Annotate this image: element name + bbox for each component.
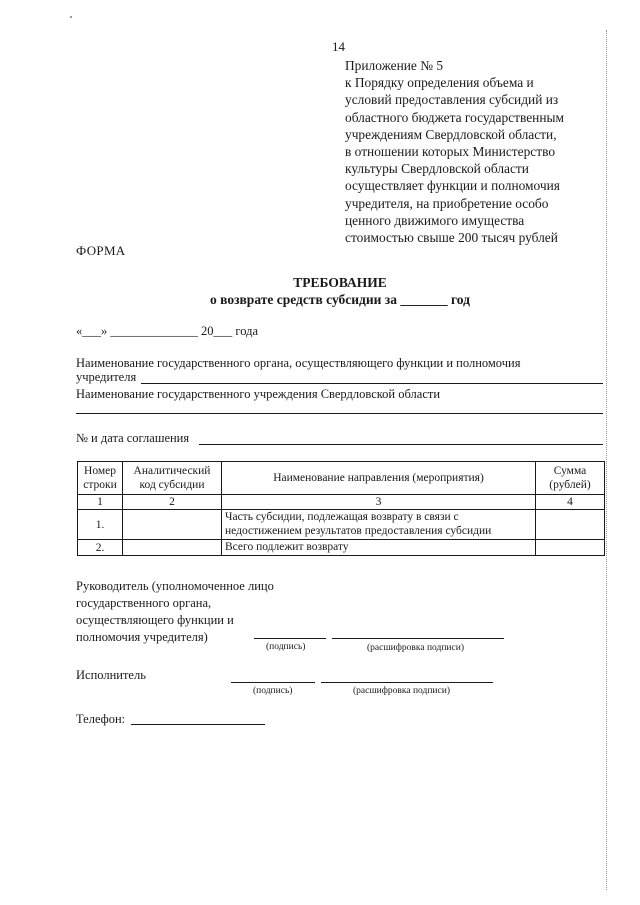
column-number: 3 <box>222 495 536 510</box>
form-label: ФОРМА <box>76 243 126 258</box>
appendix-header <box>345 57 564 246</box>
head-signature-line[interactable] <box>254 638 326 639</box>
executor-signature-line[interactable] <box>231 682 315 683</box>
appendix-line: условий предоставления субсидий из <box>345 92 559 108</box>
direction-cell: Часть субсидии, подлежащая возврату в связи с недостижением результатов предоставления субсидии <box>222 510 536 540</box>
scan-margin-line <box>606 30 611 890</box>
appendix-line: осуществляет функции и полномочия <box>345 178 560 194</box>
date-field[interactable]: «___» ______________ 20___ года <box>76 324 258 338</box>
column-number: 4 <box>536 495 605 510</box>
executor-decoding-line[interactable] <box>321 682 493 683</box>
appendix-line: учреждениям Свердловской области, <box>345 126 557 142</box>
code-cell[interactable] <box>123 510 222 540</box>
head-decoding-line[interactable] <box>332 638 504 639</box>
agency-label-cont: учредителя <box>76 370 137 384</box>
header-row-number: Номер строки <box>78 462 123 495</box>
head-label-line: осуществляющего функции и <box>76 613 234 627</box>
code-cell[interactable] <box>123 540 222 556</box>
table-numbering-row <box>78 495 605 510</box>
appendix-line: ценного движимого имущества <box>345 212 525 228</box>
agreement-field-line[interactable] <box>199 444 603 445</box>
phone-label: Телефон: <box>76 712 126 726</box>
page-number: 14 <box>332 39 345 54</box>
header-direction: Наименование направления (мероприятия) <box>222 462 536 495</box>
signature-caption: (подпись) <box>266 642 306 652</box>
appendix-line: Приложение № 5 <box>345 58 444 73</box>
phone-field-line[interactable] <box>131 724 265 725</box>
table-row <box>78 540 605 556</box>
scan-speck <box>70 16 72 18</box>
column-number: 1 <box>78 495 123 510</box>
direction-cell: Всего подлежит возврату <box>222 540 536 556</box>
amount-cell[interactable] <box>536 510 605 540</box>
appendix-line: стоимостью свыше 200 тысяч рублей <box>345 230 558 246</box>
refund-table <box>77 461 605 556</box>
table-row <box>78 510 605 540</box>
decoding-caption: (расшифровка подписи) <box>353 686 450 696</box>
agency-label: Наименование государственного органа, осуществляющего функции и полномочия <box>76 356 521 370</box>
table-header-row <box>78 462 605 495</box>
agreement-label: № и дата соглашения <box>76 431 190 445</box>
row-number: 1. <box>78 510 123 540</box>
appendix-line: к Порядку определения объема и <box>345 75 534 91</box>
amount-cell[interactable] <box>536 540 605 556</box>
appendix-line: культуры Свердловской области <box>345 161 529 177</box>
appendix-line: в отношении которых Министерство <box>345 144 556 160</box>
row-number: 2. <box>78 540 123 556</box>
document-title: ТРЕБОВАНИЕ <box>293 275 387 290</box>
institution-field-line[interactable] <box>76 413 603 414</box>
document-subtitle: о возврате средств субсидии за _______ год <box>210 292 470 307</box>
head-label-line: полномочия учредителя) <box>76 630 208 644</box>
head-label-line: государственного органа, <box>76 596 212 610</box>
agency-field-line[interactable] <box>141 383 603 384</box>
header-analytic-code: Аналитический код субсидии <box>123 462 222 495</box>
column-number: 2 <box>123 495 222 510</box>
appendix-line: учредителя, на приобретение особо <box>345 195 549 211</box>
header-amount: Сумма (рублей) <box>536 462 605 495</box>
signature-caption: (подпись) <box>253 686 293 696</box>
head-label-line: Руководитель (уполномоченное лицо <box>76 579 274 593</box>
decoding-caption: (расшифровка подписи) <box>367 643 464 653</box>
institution-label: Наименование государственного учреждения Свердловской области <box>76 387 441 401</box>
executor-label: Исполнитель <box>76 668 146 682</box>
appendix-line: областного бюджета государственным <box>345 109 564 125</box>
